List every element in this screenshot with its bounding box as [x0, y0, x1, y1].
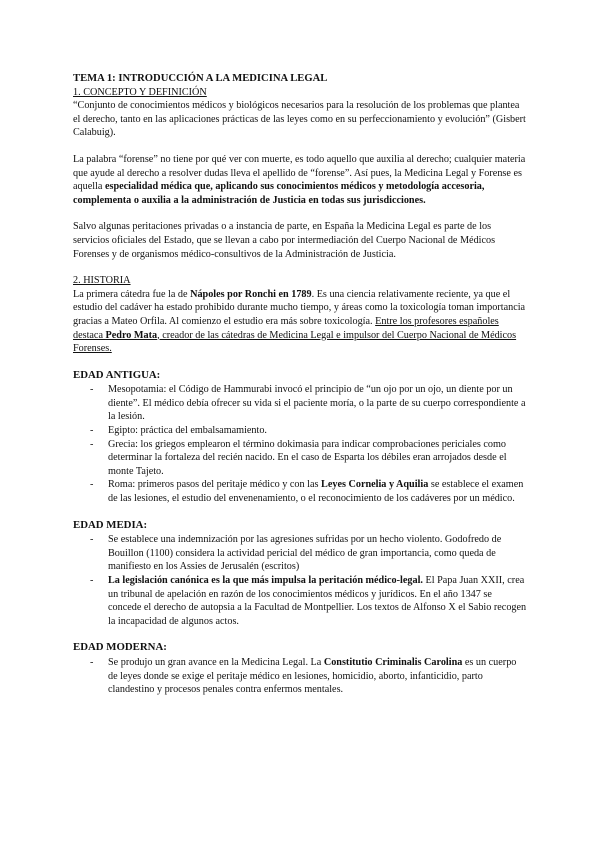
canonica-text: El Papa Juan XXII, crea un tribunal de apelación en razón de los conocimientos médicos y jurídicos. En el año 1347 se concede el derecho de autopsia a la Facultad de Montpellier. Los textos de Alfonso X el Sabio recogen la incapacidad de algunos actos.	[108, 575, 527, 627]
spacer	[73, 356, 527, 369]
antigua-list	[73, 383, 527, 505]
moderna-bold-carolina: Constitutio Criminalis Carolina	[323, 656, 463, 668]
document-title: TEMA 1: INTRODUCCIÓN A LA MEDICINA LEGAL	[73, 73, 328, 84]
historia-bold-pedro-mata: Pedro Mata	[105, 329, 158, 341]
historia-text-2: . Es una ciencia relativamente reciente, ya que el estudio del cadáver ha estado prohibido durante mucho tiempo, y áreas como la toxicología toman importancia gracias a Mateo Orfila. Al comienzo el estudio era más sobre toxicología.	[73, 288, 526, 327]
roma-text-1: Roma: primeros pasos del peritaje médico y con las	[108, 479, 322, 491]
list-item: - Se establece una indemnización por las agresiones sufridas por un hecho violento. Godofredo de Bouillon (1100) considera la actividad pericial del médico de gran importancia, como queda de manifiesto en los Assies de Jerusalén (escritos)	[73, 533, 527, 574]
section-heading-concepto: 1. CONCEPTO Y DEFINICIÓN	[73, 86, 207, 98]
moderna-text-1: Se produjo un gran avance en la Medicina Legal. La	[108, 656, 324, 668]
forense-paragraph	[73, 153, 527, 207]
list-item: - Grecia: los griegos emplearon el término dokimasia para indicar comprobaciones periciales como determinar la fortaleza del recién nacido. En el caso de Esparta los débiles eran arrojados desde el monte Tajeto.	[73, 438, 527, 479]
list-item: - Mesopotamia: el Código de Hammurabi invocó el principio de “un ojo por un ojo, un diente por un diente”. El médico debía ofrecer su vida si el paciente moría, o la parte de su cuerpo correspondiente a la lesión.	[73, 383, 527, 424]
peritaciones-paragraph: Salvo algunas peritaciones privadas o a instancia de parte, en España la Medicina Legal es parte de los servicios oficiales del Estado, que se llevan a cabo por intermediación del Cuerpo Nacional de Médicos Forenses y de organismos médico-consultivos de la Administración de Justicia.	[73, 221, 496, 260]
moderna-text-2: es un cuerpo de leyes donde se exige el peritaje médico en lesiones, homicidio, aborto, infanticidio, parto clandestino y procesos penales contra enfermos mentales.	[108, 656, 517, 696]
definition-quote: “Conjunto de conocimientos médicos y biológicos necesarios para la resolución de los problemas que plantea el derecho, tanto en las aplicaciones prácticas de las leyes como en su perfeccionamiento y evolución” (Gisbert Calabuig).	[73, 100, 526, 139]
spacer	[73, 506, 527, 519]
canonica-bold-text: La legislación canónica es la que más impulsa la peritación médico-legal.	[108, 575, 423, 586]
section-heading-historia: 2. HISTORIA	[73, 275, 131, 287]
historia-text-1: La primera cátedra fue la de	[73, 288, 191, 300]
spacer	[73, 140, 527, 153]
roma-text-2: se establece el examen de las lesiones, el estudio del envenenamiento, o el reconocimiento de los cadáveres por un médico.	[108, 479, 524, 505]
historia-bold-napoles: Nápoles por Ronchi en 1789	[190, 288, 312, 300]
list-item	[73, 656, 527, 697]
spacer	[73, 261, 527, 274]
list-item	[73, 478, 527, 505]
historia-paragraph	[73, 288, 527, 356]
era-heading-antigua: EDAD ANTIGUA:	[73, 368, 161, 381]
era-heading-media: EDAD MEDIA:	[73, 518, 148, 531]
media-list	[73, 533, 527, 628]
list-item: - Egipto: práctica del embalsamamiento.	[73, 424, 527, 438]
forense-bold-text: especialidad médica que, aplicando sus conocimientos médicos y metodología accesoria, complementa o auxilia a la administración de Justicia en todas sus jurisdicciones.	[73, 181, 485, 206]
historia-underline-1: Entre los profesores españoles destaca	[73, 315, 499, 341]
forense-text: La palabra “forense” no tiene por qué ver con muerte, es todo aquello que auxilia al derecho; cualquier materia que ayude al derecho a resolver dudas lleva el apellido de “forense”. Así pues, la Medicina Legal y Forense es aquella	[73, 153, 526, 193]
historia-underline-2: , creador de las cátedras de Medicina Legal e impulsor del Cuerpo Nacional de Médicos Forenses.	[73, 329, 517, 355]
roma-bold-leyes: Leyes Cornelia y Aquilia	[321, 479, 429, 491]
spacer	[73, 207, 527, 220]
era-heading-moderna: EDAD MODERNA:	[73, 641, 167, 654]
list-item	[73, 574, 527, 628]
spacer	[73, 628, 527, 641]
moderna-list	[73, 656, 527, 697]
